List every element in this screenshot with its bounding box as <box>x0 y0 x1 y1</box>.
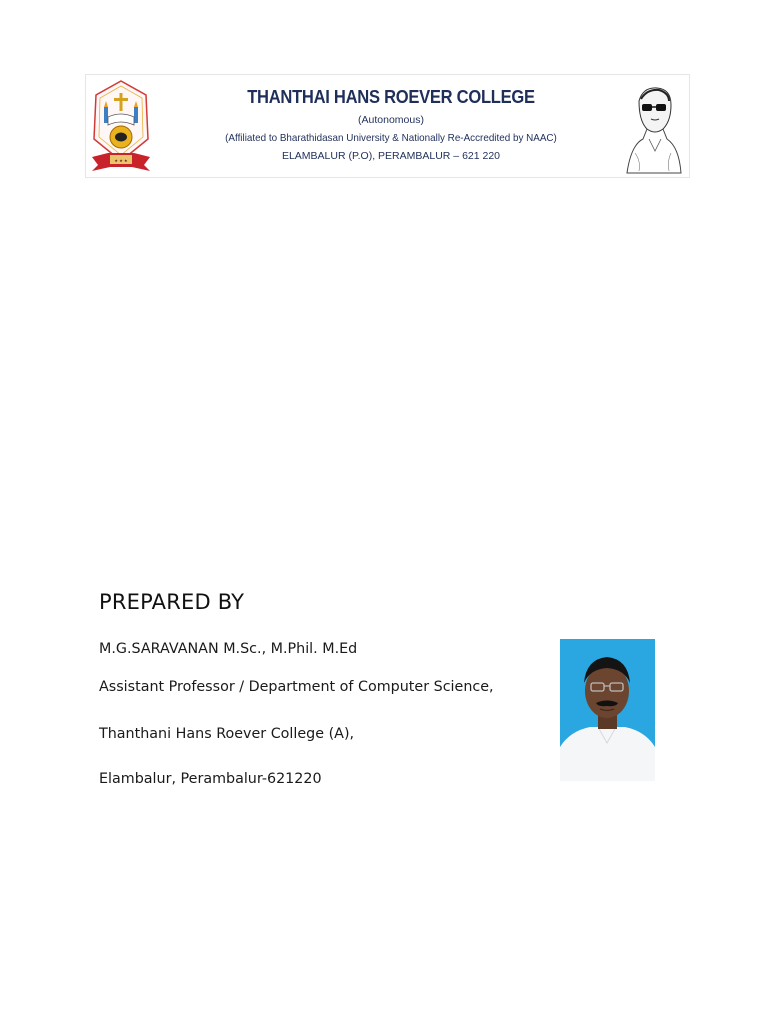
college-banner <box>85 74 690 178</box>
author-location: Elambalur, Perambalur-621220 <box>99 771 322 787</box>
college-status: (Autonomous) <box>358 114 424 126</box>
prepared-by-heading: PREPARED BY <box>99 590 245 614</box>
author-institution: Thanthani Hans Roever College (A), <box>99 726 355 742</box>
author-designation: Assistant Professor / Department of Computer Science, <box>99 679 494 695</box>
founder-sketch-portrait <box>621 81 685 175</box>
svg-text:★ ★ ★: ★ ★ ★ <box>114 158 128 163</box>
college-affiliation: (Affiliated to Bharathidasan University & Nationally Re-Accredited by NAAC) <box>225 132 557 144</box>
college-address: ELAMBALUR (P.O), PERAMBALUR – 621 220 <box>281 150 501 162</box>
college-name: THANTHAI HANS ROEVER COLLEGE <box>247 87 535 107</box>
author-photo <box>560 639 655 781</box>
college-crest-logo <box>88 77 154 177</box>
author-name: M.G.SARAVANAN M.Sc., M.Phil. M.Ed <box>99 641 358 657</box>
banner-text-block <box>206 75 576 162</box>
